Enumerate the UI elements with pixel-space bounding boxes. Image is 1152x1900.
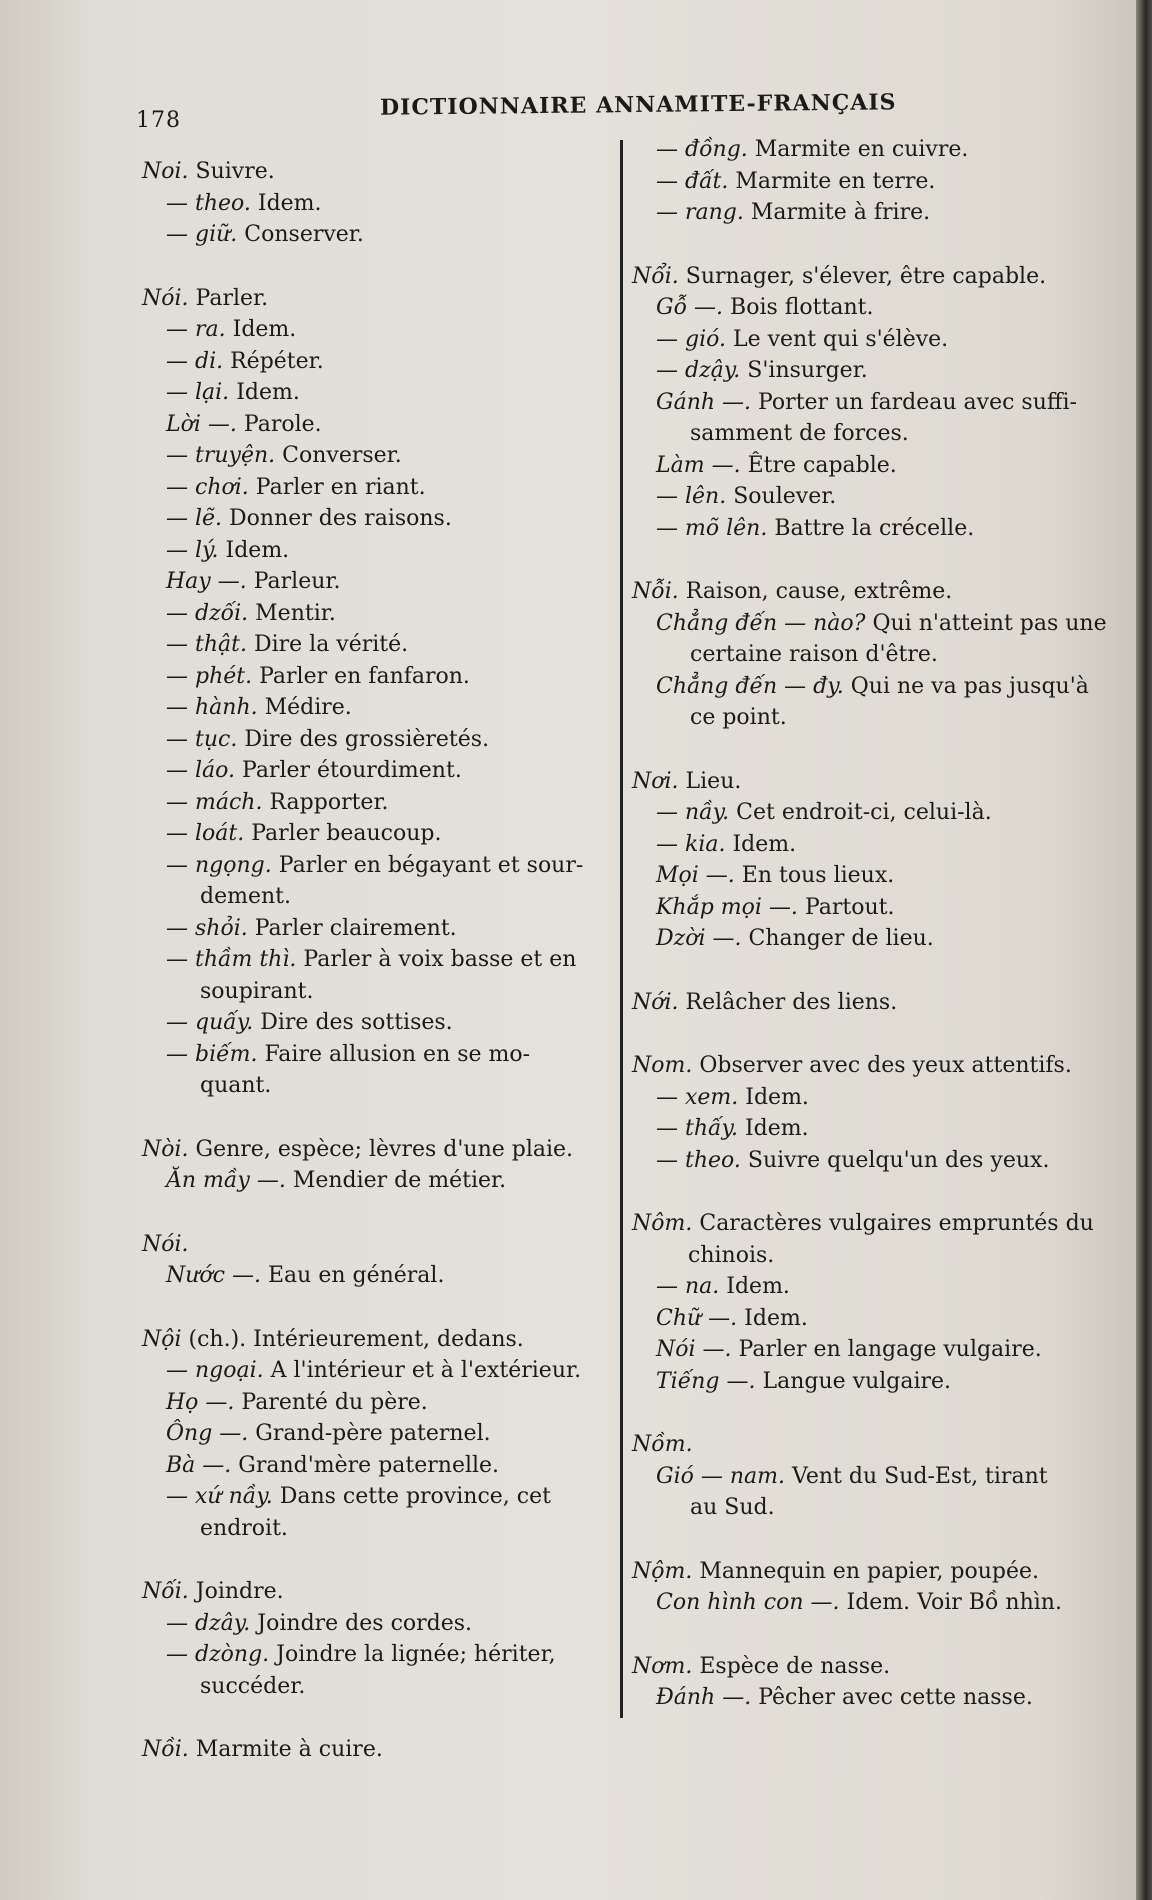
definition: Lieu. bbox=[685, 768, 742, 794]
dictionary-entry bbox=[632, 1050, 1102, 1176]
subentry-term: — di. bbox=[166, 348, 224, 374]
definition: Marmite à cuire. bbox=[195, 1737, 383, 1762]
subentry-term: — tục. bbox=[166, 726, 238, 752]
dictionary-entry bbox=[632, 1556, 1102, 1619]
dictionary-entry bbox=[142, 156, 610, 251]
subentry-definition: Parleur. bbox=[253, 569, 341, 594]
subentry-definition: Dire des grossièretés. bbox=[244, 726, 490, 752]
subentry-term: Nói —. bbox=[656, 1337, 732, 1362]
subentry bbox=[142, 314, 610, 346]
subentry-definition: Parler à voix basse et en bbox=[303, 947, 577, 972]
subentry bbox=[632, 671, 1102, 703]
subentry-term: — thấy. bbox=[656, 1116, 738, 1141]
subentry-term: — theo. bbox=[656, 1147, 741, 1173]
dictionary-entry bbox=[632, 1208, 1102, 1397]
headword: Nôm. bbox=[632, 1211, 693, 1236]
subentry-definition: Eau en général. bbox=[267, 1263, 445, 1288]
subentry-definition: Grand-père paternel. bbox=[255, 1421, 491, 1446]
subentry-term: Họ —. bbox=[166, 1389, 235, 1415]
subentry bbox=[142, 472, 610, 504]
subentry bbox=[142, 346, 610, 378]
subentry-term: — lên. bbox=[656, 484, 727, 509]
definition: Relâcher des liens. bbox=[685, 989, 898, 1015]
headword: Nồi. bbox=[142, 1737, 189, 1762]
subentry bbox=[632, 1113, 1102, 1145]
subentry-definition: Porter un fardeau avec suffi- bbox=[758, 389, 1077, 415]
subentry-continuation: certaine raison d'être. bbox=[690, 642, 938, 667]
subentry-term: Mọi —. bbox=[656, 863, 735, 888]
subentry bbox=[142, 188, 610, 220]
subentry-definition: Battre la crécelle. bbox=[774, 515, 975, 541]
dictionary-entry bbox=[632, 1429, 1102, 1524]
subentry bbox=[142, 1387, 610, 1419]
subentry bbox=[142, 629, 610, 661]
dictionary-entry bbox=[142, 1134, 610, 1197]
subentry bbox=[142, 409, 610, 441]
subentry-term: Ông —. bbox=[166, 1421, 249, 1446]
subentry bbox=[142, 1355, 610, 1387]
subentry bbox=[632, 1082, 1102, 1114]
subentry-definition: Joindre des cordes. bbox=[257, 1610, 473, 1636]
subentry bbox=[632, 797, 1102, 829]
subentry-definition: Idem. bbox=[744, 1305, 808, 1331]
subentry bbox=[632, 387, 1102, 419]
subentry bbox=[632, 292, 1102, 324]
subentry-definition: Idem. bbox=[732, 831, 797, 857]
subentry-continuation: endroit. bbox=[200, 1515, 288, 1541]
subentry-term: — láo. bbox=[166, 758, 235, 783]
subentry-term: — rang. bbox=[656, 200, 744, 225]
subentry bbox=[632, 829, 1102, 861]
subentry-definition: Parler en langage vulgaire. bbox=[738, 1337, 1042, 1362]
subentry-definition: Dire des sottises. bbox=[260, 1010, 453, 1035]
subentry bbox=[632, 1303, 1102, 1335]
entry-headline bbox=[142, 283, 610, 315]
subentry bbox=[142, 1481, 610, 1513]
subentry-definition: Conserver. bbox=[244, 222, 364, 247]
dictionary-entry bbox=[632, 576, 1107, 734]
subentry-definition: Médire. bbox=[264, 695, 352, 720]
subentry-continuation: ce point. bbox=[690, 705, 787, 730]
subentry-term: — mách. bbox=[166, 789, 263, 815]
subentry bbox=[142, 787, 610, 819]
subentry bbox=[142, 440, 610, 472]
subentry-definition: Langue vulgaire. bbox=[762, 1368, 952, 1394]
subentry bbox=[142, 1608, 610, 1640]
subentry-definition: Converser. bbox=[282, 443, 402, 468]
subentry-term: — xứ nầy. bbox=[166, 1484, 273, 1509]
entry-headline bbox=[142, 1134, 610, 1166]
subentry-definition: Idem. bbox=[745, 1084, 809, 1110]
subentry bbox=[142, 692, 610, 724]
subentry-term: Khắp mọi —. bbox=[656, 894, 798, 920]
headword: Nộm. bbox=[632, 1558, 693, 1584]
definition: Joindre. bbox=[195, 1579, 284, 1604]
subentry-definition: Idem. Voir Bồ nhìn. bbox=[846, 1590, 1062, 1615]
dictionary-entry bbox=[632, 261, 1102, 545]
subentry-term: — dzòng. bbox=[166, 1642, 270, 1667]
headword: Nối. bbox=[142, 1579, 189, 1604]
dictionary-entry bbox=[632, 134, 1102, 229]
subentry-definition: Dire la vérité. bbox=[253, 632, 409, 657]
subentry bbox=[632, 860, 1102, 892]
dictionary-entry bbox=[142, 1576, 610, 1702]
subentry-term: — nầy. bbox=[656, 800, 730, 825]
entry-headline bbox=[632, 576, 1102, 608]
subentry-term: Con hình con —. bbox=[656, 1590, 840, 1615]
subentry-definition: Répéter. bbox=[230, 348, 324, 374]
subentry-term: — biếm. bbox=[166, 1041, 258, 1067]
subentry bbox=[142, 1007, 610, 1039]
headword: Nơi. bbox=[632, 768, 679, 794]
entry-headline bbox=[632, 261, 1102, 293]
subentry-definition: Le vent qui s'élève. bbox=[732, 326, 949, 352]
subentry-term: — xem. bbox=[656, 1084, 739, 1110]
subentry-definition: En tous lieux. bbox=[741, 863, 895, 888]
definition: Raison, cause, extrême. bbox=[685, 579, 953, 604]
subentry-term: Gỗ —. bbox=[656, 295, 724, 320]
subentry-definition: Qui ne va pas jusqu'à bbox=[850, 673, 1089, 699]
subentry-term: — truyện. bbox=[166, 443, 276, 468]
headword: Noi. bbox=[142, 159, 189, 184]
subentry-definition: Soulever. bbox=[733, 484, 837, 509]
subentry bbox=[142, 1450, 610, 1482]
subentry-definition: Être capable. bbox=[747, 452, 897, 478]
subentry-definition: Parler en riant. bbox=[255, 474, 426, 500]
subentry-term: Gió — nam. bbox=[656, 1463, 785, 1489]
dictionary-entry bbox=[142, 1324, 610, 1545]
page-title: DICTIONNAIRE ANNAMITE-FRANÇAIS bbox=[379, 89, 897, 121]
definition: Surnager, s'élever, être capable. bbox=[685, 263, 1047, 289]
subentry-term: — chơi. bbox=[166, 474, 249, 500]
subentry-term: — thật. bbox=[166, 632, 247, 657]
headword: Nơm. bbox=[632, 1653, 693, 1679]
page-edge bbox=[1136, 0, 1152, 1900]
headword: Nỗi. bbox=[632, 579, 679, 604]
subentry-definition: Marmite en cuivre. bbox=[754, 137, 969, 162]
subentry-term: — lại. bbox=[166, 380, 230, 405]
subentry-definition: Parenté du père. bbox=[241, 1389, 428, 1415]
subentry-term: Chẳng đến — đy. bbox=[656, 673, 844, 699]
subentry-term: — ngoại. bbox=[166, 1358, 264, 1383]
subentry bbox=[632, 923, 1102, 955]
entry-headline bbox=[632, 766, 1102, 798]
subentry-term: — shỏi. bbox=[166, 915, 248, 941]
subentry-continuation: soupirant. bbox=[200, 978, 314, 1004]
headword: Nội bbox=[142, 1326, 182, 1352]
subentry bbox=[632, 197, 1102, 229]
subentry-continuation: samment de forces. bbox=[690, 421, 909, 446]
definition-continuation: chinois. bbox=[688, 1242, 775, 1268]
subentry bbox=[142, 913, 610, 945]
subentry-definition: Parler étourdiment. bbox=[242, 758, 462, 783]
subentry-definition: Qui n'atteint pas une bbox=[872, 610, 1107, 636]
subentry bbox=[142, 661, 610, 693]
subentry bbox=[142, 1260, 610, 1292]
dictionary-entry bbox=[632, 766, 1102, 955]
subentry bbox=[632, 481, 1102, 513]
subentry-term: Dzời —. bbox=[656, 926, 742, 951]
headword: Nới. bbox=[632, 989, 679, 1015]
subentry-term: — gió. bbox=[656, 326, 726, 352]
subentry bbox=[142, 1639, 610, 1671]
subentry-term: — quấy. bbox=[166, 1010, 254, 1035]
subentry-definition: Marmite à frire. bbox=[750, 200, 931, 225]
subentry-term: — giữ. bbox=[166, 222, 238, 247]
entry-headline bbox=[632, 1556, 1102, 1588]
subentry-term: — theo. bbox=[166, 190, 251, 216]
subentry bbox=[632, 1682, 1102, 1714]
entry-headline bbox=[632, 1651, 1102, 1683]
subentry bbox=[632, 513, 1102, 545]
subentry bbox=[632, 1366, 1102, 1398]
subentry-definition: Idem. bbox=[225, 537, 290, 563]
dictionary-entry bbox=[142, 1734, 610, 1766]
subentry-definition: S'insurger. bbox=[747, 358, 868, 383]
subentry-definition: Idem. bbox=[257, 190, 322, 216]
subentry bbox=[142, 850, 610, 882]
subentry-term: Đánh —. bbox=[656, 1685, 752, 1710]
definition: Mannequin en papier, poupée. bbox=[699, 1558, 1040, 1584]
entry-headline bbox=[142, 1734, 610, 1766]
subentry-term: Làm —. bbox=[656, 452, 741, 478]
subentry bbox=[632, 1145, 1102, 1177]
subentry-definition: Idem. bbox=[236, 380, 300, 405]
subentry-definition: Vent du Sud-Est, tirant bbox=[791, 1463, 1048, 1489]
subentry bbox=[632, 324, 1102, 356]
subentry-term: — dzây. bbox=[166, 1610, 251, 1636]
subentry bbox=[632, 1587, 1102, 1619]
entry-headline bbox=[632, 1050, 1102, 1082]
subentry bbox=[142, 1418, 610, 1450]
subentry-definition: Marmite en terre. bbox=[735, 168, 936, 194]
subentry-term: — lẽ. bbox=[166, 506, 223, 531]
column-divider bbox=[620, 140, 623, 1718]
entry-headline bbox=[632, 1208, 1102, 1240]
subentry-definition: Pêcher avec cette nasse. bbox=[758, 1685, 1033, 1710]
subentry-definition: Partout. bbox=[804, 894, 895, 920]
subentry-definition: A l'intérieur et à l'extérieur. bbox=[270, 1358, 582, 1383]
headword: Nói. bbox=[142, 1231, 189, 1257]
subentry-definition: Dans cette province, cet bbox=[279, 1484, 551, 1509]
subentry-definition: Joindre la lignée; hériter, bbox=[276, 1642, 556, 1667]
entry-headline bbox=[142, 1576, 610, 1608]
subentry bbox=[142, 1165, 610, 1197]
definition: Espèce de nasse. bbox=[699, 1653, 891, 1679]
entry-headline bbox=[632, 1429, 1102, 1461]
definition: Parler. bbox=[195, 285, 269, 311]
headword: Nom. bbox=[632, 1053, 693, 1078]
subentry-term: Bà —. bbox=[166, 1452, 232, 1478]
subentry bbox=[142, 503, 610, 535]
dictionary-entry bbox=[632, 1651, 1102, 1714]
dictionary-entry bbox=[142, 1229, 610, 1292]
subentry bbox=[632, 608, 1107, 640]
subentry-definition: Parler en fanfaron. bbox=[259, 663, 470, 689]
headword: Nồm. bbox=[632, 1432, 693, 1457]
definition: Observer avec des yeux attentifs. bbox=[699, 1053, 1072, 1078]
subentry bbox=[632, 166, 1102, 198]
subentry bbox=[632, 1271, 1102, 1303]
subentry bbox=[632, 1334, 1102, 1366]
subentry-term: — thầm thì. bbox=[166, 947, 297, 972]
definition: (ch.). Intérieurement, dedans. bbox=[188, 1326, 524, 1352]
subentry-definition: Parler beaucoup. bbox=[251, 821, 442, 846]
subentry bbox=[632, 892, 1102, 924]
subentry-term: Ăn mầy —. bbox=[166, 1168, 286, 1193]
subentry bbox=[142, 944, 610, 976]
subentry-definition: Parole. bbox=[243, 411, 322, 437]
subentry-term: — dzậy. bbox=[656, 358, 741, 383]
entry-headline bbox=[142, 156, 610, 188]
subentry-definition: Parler en bégayant et sour- bbox=[278, 852, 584, 878]
page-number: 178 bbox=[136, 108, 181, 133]
subentry-definition: Bois flottant. bbox=[730, 295, 874, 320]
subentry-term: — dzối. bbox=[166, 600, 249, 626]
subentry-definition: Parler clairement. bbox=[254, 915, 457, 941]
subentry-definition: Donner des raisons. bbox=[229, 506, 452, 531]
subentry-term: — đồng. bbox=[656, 137, 748, 162]
subentry-term: Lời —. bbox=[166, 411, 237, 437]
subentry-definition: Idem. bbox=[726, 1274, 790, 1299]
subentry-term: — hành. bbox=[166, 695, 258, 720]
subentry-term: — mõ lên. bbox=[656, 515, 768, 541]
subentry-definition: Idem. bbox=[232, 317, 297, 342]
subentry-definition: Changer de lieu. bbox=[748, 926, 934, 951]
headword: Nổi. bbox=[632, 263, 679, 289]
subentry-continuation: succéder. bbox=[200, 1673, 306, 1699]
subentry-term: — loát. bbox=[166, 821, 245, 846]
subentry-term: — phét. bbox=[166, 663, 253, 689]
subentry bbox=[632, 355, 1102, 387]
subentry bbox=[142, 535, 610, 567]
subentry-definition: Idem. bbox=[744, 1116, 809, 1141]
subentry-term: Gánh —. bbox=[656, 389, 752, 415]
subentry-definition: Mentir. bbox=[255, 600, 336, 626]
subentry bbox=[632, 450, 1102, 482]
subentry-term: — đất. bbox=[656, 168, 729, 194]
subentry-term: — ra. bbox=[166, 317, 226, 342]
subentry bbox=[142, 219, 610, 251]
subentry-continuation: dement. bbox=[200, 884, 291, 909]
dictionary-entry bbox=[632, 987, 1102, 1019]
subentry bbox=[142, 598, 610, 630]
subentry-term: Chẳng đến — nào? bbox=[656, 610, 866, 636]
subentry bbox=[632, 1461, 1102, 1493]
subentry-definition: Cet endroit-ci, celui-là. bbox=[736, 800, 992, 825]
definition: Suivre. bbox=[195, 159, 275, 184]
subentry-definition: Mendier de métier. bbox=[292, 1168, 507, 1193]
subentry-term: Tiếng —. bbox=[656, 1368, 756, 1394]
definition: Genre, espèce; lèvres d'une plaie. bbox=[195, 1136, 574, 1162]
subentry-definition: Suivre quelqu'un des yeux. bbox=[747, 1147, 1050, 1173]
subentry bbox=[142, 755, 610, 787]
entry-headline bbox=[632, 987, 1102, 1019]
dictionary-entry bbox=[142, 283, 610, 1102]
subentry bbox=[142, 377, 610, 409]
subentry bbox=[142, 818, 610, 850]
subentry-term: — lý. bbox=[166, 537, 219, 563]
subentry bbox=[142, 724, 610, 756]
subentry-continuation: au Sud. bbox=[690, 1495, 775, 1520]
subentry bbox=[142, 1039, 610, 1071]
subentry bbox=[142, 566, 610, 598]
subentry-term: — ngọng. bbox=[166, 852, 272, 878]
subentry-definition: Grand'mère paternelle. bbox=[238, 1452, 500, 1478]
definition: Caractères vulgaires empruntés du bbox=[699, 1211, 1094, 1236]
entry-headline bbox=[142, 1324, 610, 1356]
subentry-term: Hay —. bbox=[166, 569, 247, 594]
subentry-continuation: quant. bbox=[200, 1073, 272, 1098]
headword: Nòi. bbox=[142, 1136, 189, 1162]
entry-headline bbox=[142, 1229, 610, 1261]
headword: Nói. bbox=[142, 285, 189, 311]
left-column bbox=[142, 156, 610, 1798]
subentry-term: Nước —. bbox=[166, 1263, 261, 1288]
subentry-term: Chữ —. bbox=[656, 1305, 738, 1331]
subentry-term: — kia. bbox=[656, 831, 726, 857]
subentry-definition: Rapporter. bbox=[269, 789, 389, 815]
subentry bbox=[632, 134, 1102, 166]
right-column bbox=[632, 134, 1107, 1746]
subentry-term: — na. bbox=[656, 1274, 720, 1299]
subentry-definition: Faire allusion en se mo- bbox=[264, 1041, 531, 1067]
